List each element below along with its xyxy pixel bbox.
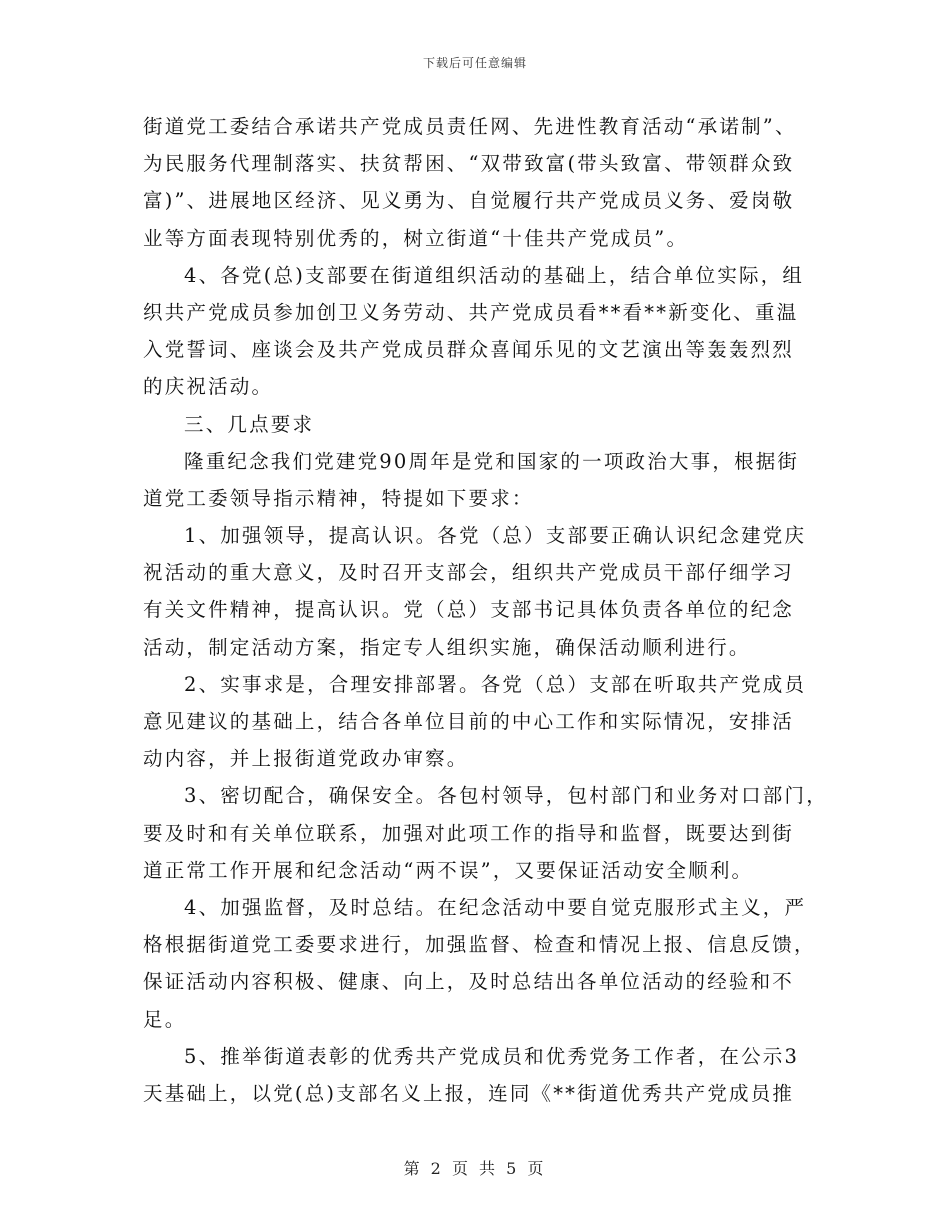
text-line: 祝活动的重大意义，及时召开支部会，组织共产党成员干部仔细学习 — [143, 561, 795, 585]
page-header: 下载后可任意编辑 — [422, 56, 527, 70]
paragraph-start-line: 3、密切配合，确保安全。各包村领导，包村部门和业务对口部门， — [184, 784, 828, 808]
text-line: 保证活动内容积极、健康、向上，及时总结出各单位活动的经验和不 — [143, 970, 795, 994]
text-line: 足。 — [143, 1007, 187, 1031]
paragraph-start-line: 2、实事求是，合理安排部署。各党（总）支部在听取共产党成员 — [184, 672, 807, 696]
text-line: 业等方面表现特别优秀的，树立街道“十佳共产党成员”。 — [143, 226, 689, 250]
paragraph-start-line: 4、各党(总)支部要在街道组织活动的基础上，结合单位实际，组 — [184, 263, 805, 287]
text-line: 道正常工作开展和纪念活动“两不误”，又要保证活动安全顺利。 — [143, 858, 754, 882]
text-line: 的庆祝活动。 — [143, 375, 274, 399]
text-line: 富)”、进展地区经济、见义勇为、自觉履行共产党成员义务、爱岗敬 — [143, 189, 795, 213]
text-line: 动内容，并上报街道党政办审察。 — [143, 747, 469, 771]
text-line: 入党誓词、座谈会及共产党成员群众喜闻乐见的文艺演出等轰轰烈烈 — [143, 338, 795, 362]
text-line: 格根据街道党工委要求进行，加强监督、检查和情况上报、信息反馈， — [143, 933, 816, 957]
paragraph-start-line: 1、加强领导，提高认识。各党（总）支部要正确认识纪念建党庆 — [184, 524, 807, 548]
text-line: 天基础上，以党(总)支部名义上报，连同《**街道优秀共产党成员推 — [143, 1081, 795, 1105]
text-line: 活动，制定活动方案，指定专人组织实施，确保活动顺利进行。 — [143, 635, 751, 659]
paragraph-start-line: 4、加强监督，及时总结。在纪念活动中要自觉克服形式主义，严 — [184, 895, 807, 919]
paragraph-start-line: 隆重纪念我们党建党90周年是党和国家的一项政治大事，根据街 — [184, 449, 800, 473]
text-line: 有关文件精神，提高认识。党（总）支部书记具体负责各单位的纪念 — [143, 598, 795, 622]
text-line: 为民服务代理制落实、扶贫帮困、“双带致富(带头致富、带领群众致 — [143, 152, 795, 176]
text-line: 要及时和有关单位联系，加强对此项工作的指导和监督，既要达到街 — [143, 821, 795, 845]
text-line: 意见建议的基础上，结合各单位目前的中心工作和实际情况，安排活 — [143, 710, 795, 733]
text-line: 织共产党成员参加创卫义务劳动、共产党成员看**看**新变化、重温 — [143, 300, 799, 324]
paragraph-start-line: 5、推举街道表彰的优秀共产党成员和优秀党务工作者，在公示3 — [184, 1044, 800, 1068]
text-line: 街道党工委结合承诺共产党成员责任网、先进性教育活动“承诺制”、 — [143, 115, 797, 138]
text-line: 道党工委领导指示精神，特提如下要求： — [143, 486, 534, 510]
page-number-footer: 第 2 页 共 5 页 — [403, 1159, 547, 1178]
document-body — [143, 108, 828, 1112]
section-heading: 三、几点要求 — [184, 412, 315, 436]
